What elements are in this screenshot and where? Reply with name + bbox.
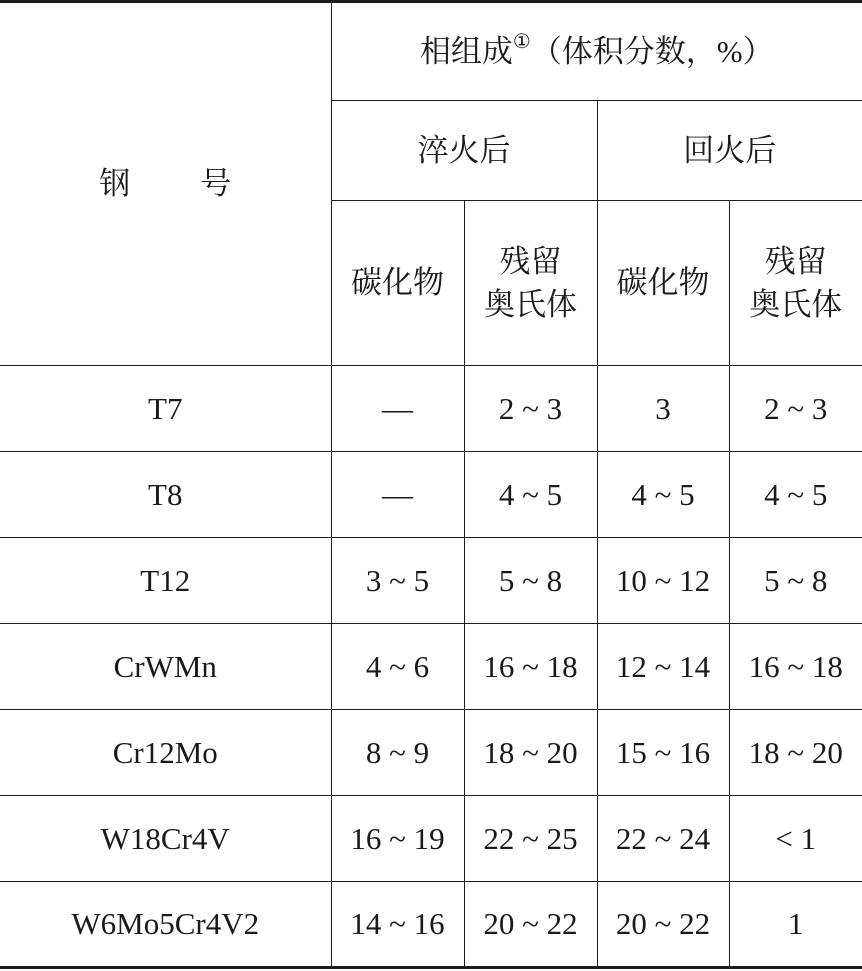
steel-grade-cell: CrWMn (0, 624, 331, 710)
temper-carbide-cell: 22 ~ 24 (597, 796, 729, 882)
temper-austenite-cell: 2 ~ 3 (729, 366, 862, 452)
steel-grade-header (0, 2, 331, 366)
temper-carbide-cell: 4 ~ 5 (597, 452, 729, 538)
quench-austenite-cell: 2 ~ 3 (464, 366, 597, 452)
temper-austenite-cell: 16 ~ 18 (729, 624, 862, 710)
temper-austenite-cell: 18 ~ 20 (729, 710, 862, 796)
temper-carbide-cell: 12 ~ 14 (597, 624, 729, 710)
temper-carbide-cell: 10 ~ 12 (597, 538, 729, 624)
retained-label-line-1: 残留 (764, 243, 827, 279)
steel-grade-cell: Cr12Mo (0, 710, 331, 796)
temper-retained-austenite-header (729, 201, 862, 366)
quench-austenite-cell: 16 ~ 18 (464, 624, 597, 710)
temper-austenite-cell: 5 ~ 8 (729, 538, 862, 624)
quench-carbide-header: 碳化物 (331, 201, 464, 366)
temper-austenite-cell: 4 ~ 5 (729, 452, 862, 538)
header-row-1 (0, 2, 862, 101)
phase-composition-header (331, 2, 862, 101)
retained-label-line-2: 奥氏体 (749, 287, 843, 322)
retained-label-line-2: 奥氏体 (484, 287, 577, 322)
temper-carbide-cell: 15 ~ 16 (597, 710, 729, 796)
steel-grade-cell: W6Mo5Cr4V2 (0, 882, 331, 968)
table-row (0, 452, 862, 538)
table-row (0, 796, 862, 882)
quench-austenite-cell: 18 ~ 20 (464, 710, 597, 796)
quench-carbide-cell: — (331, 452, 464, 538)
table-row (0, 538, 862, 624)
quench-austenite-cell: 22 ~ 25 (464, 796, 597, 882)
quench-carbide-cell: 4 ~ 6 (331, 624, 464, 710)
quench-carbide-cell: 3 ~ 5 (331, 538, 464, 624)
retained-label-line-1: 残留 (499, 243, 562, 279)
quench-austenite-cell: 20 ~ 22 (464, 882, 597, 968)
table-row (0, 882, 862, 968)
phase-composition-label: 相组成 (419, 33, 513, 69)
quench-austenite-cell: 5 ~ 8 (464, 538, 597, 624)
steel-grade-header-char-2: 号 (200, 166, 232, 202)
quench-carbide-cell: — (331, 366, 464, 452)
after-quench-header: 淬火后 (331, 101, 597, 201)
temper-carbide-cell: 3 (597, 366, 729, 452)
temper-austenite-cell: 1 (729, 882, 862, 968)
steel-grade-cell: T8 (0, 452, 331, 538)
table-row (0, 366, 862, 452)
steel-grade-cell: T12 (0, 538, 331, 624)
quench-carbide-cell: 16 ~ 19 (331, 796, 464, 882)
steel-grade-cell: W18Cr4V (0, 796, 331, 882)
temper-carbide-header: 碳化物 (597, 201, 729, 366)
quench-carbide-cell: 8 ~ 9 (331, 710, 464, 796)
temper-austenite-cell: < 1 (729, 796, 862, 882)
table-row (0, 624, 862, 710)
quench-retained-austenite-header (464, 201, 597, 366)
phase-composition-unit: （体积分数，%） (530, 33, 774, 69)
quench-carbide-cell: 14 ~ 16 (331, 882, 464, 968)
footnote-marker: ① (512, 30, 531, 53)
temper-carbide-cell: 20 ~ 22 (597, 882, 729, 968)
quench-austenite-cell: 4 ~ 5 (464, 452, 597, 538)
after-temper-header: 回火后 (597, 101, 862, 201)
table-row (0, 710, 862, 796)
steel-grade-cell: T7 (0, 366, 331, 452)
steel-grade-header-char-1: 钢 (99, 166, 131, 202)
